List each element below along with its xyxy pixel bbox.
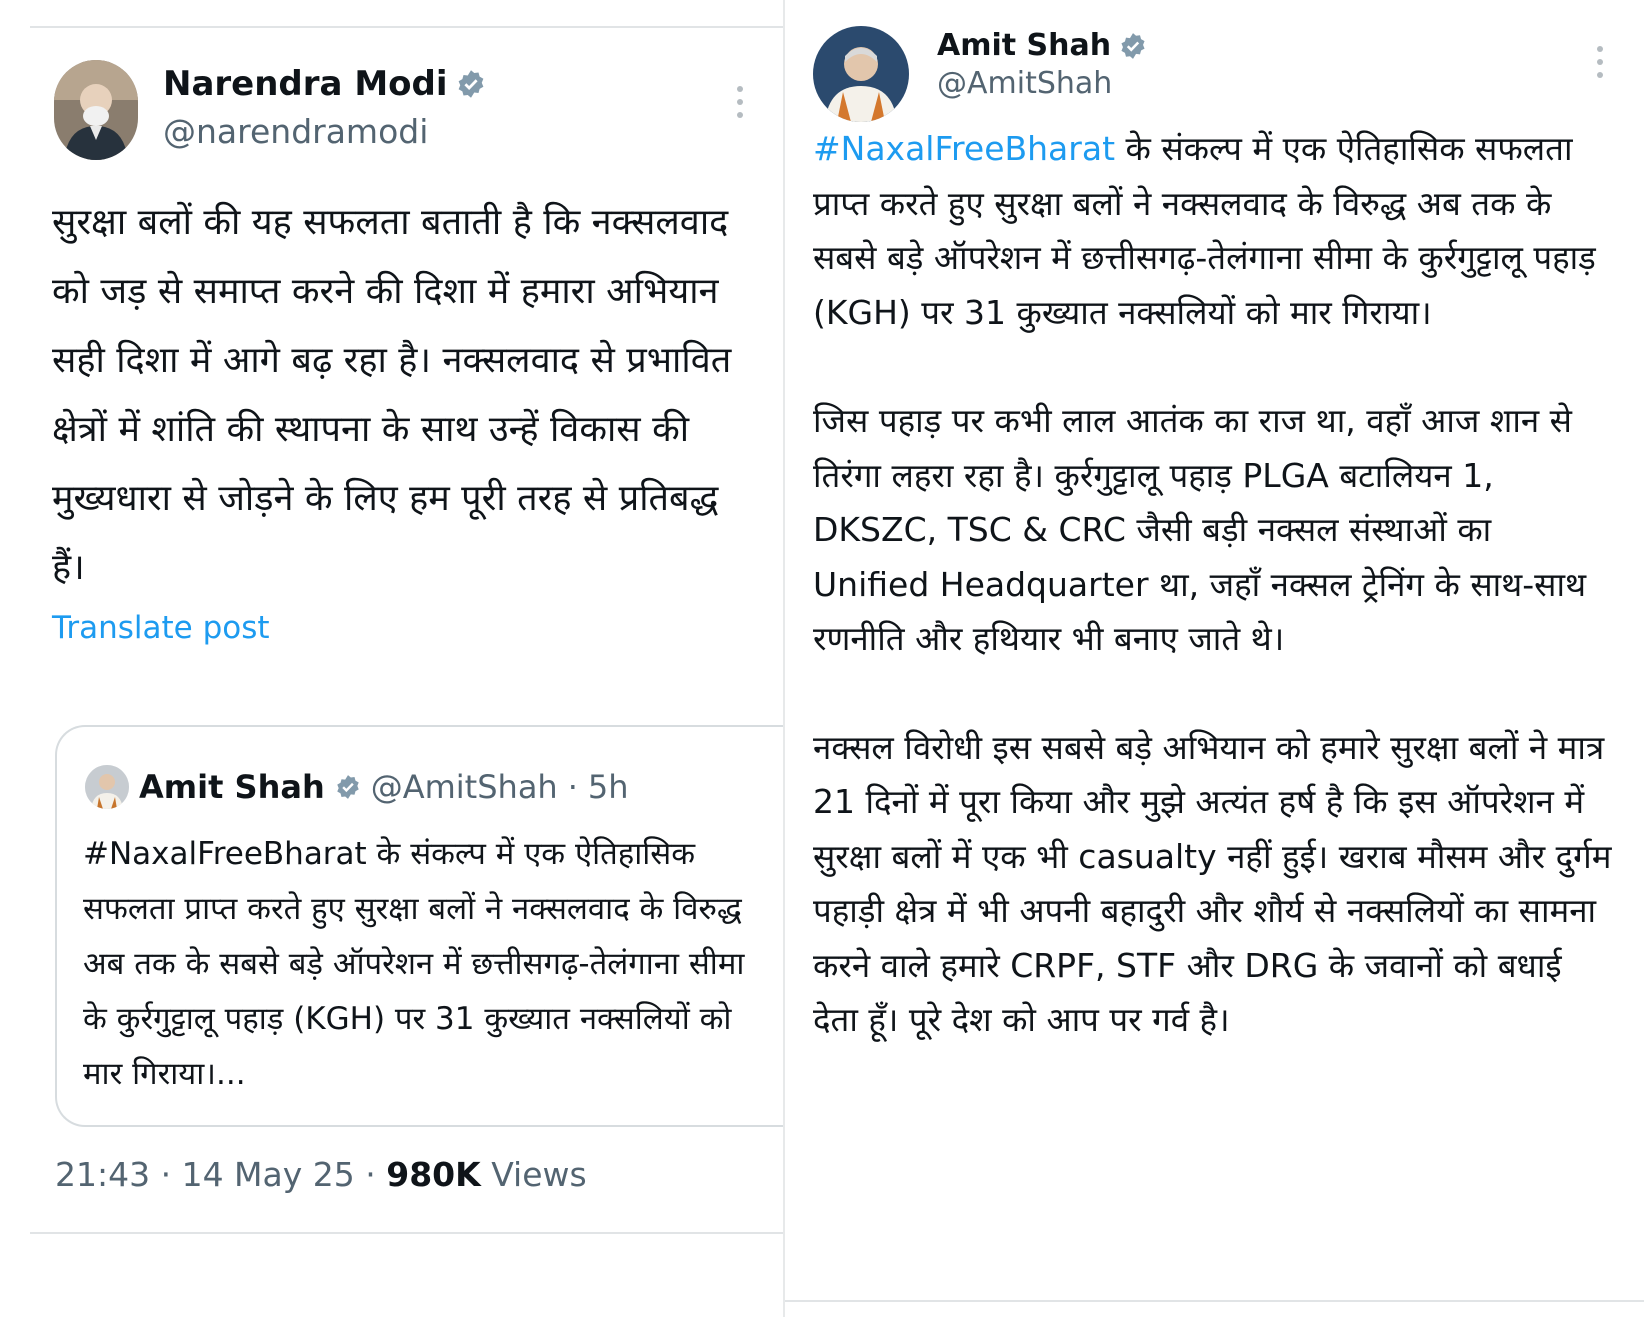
post-body — [813, 122, 1613, 1048]
bottom-divider — [785, 1300, 1644, 1302]
top-divider — [30, 26, 785, 28]
post-timestamp[interactable]: 21:43 · 14 May 25 · — [55, 1155, 387, 1194]
more-options-icon[interactable] — [1595, 46, 1605, 78]
post-text: सुरक्षा बलों की यह सफलता बताती है कि नक्सलवाद को जड़ से समाप्त करने की दिशा में हमारा अभियान सही दिशा में आगे बढ़ रहा है। नक्सलवाद से प्रभावित क्षेत्रों में शांति की स्थापना के साथ उन्हें विकास की मुख्यधारा से जोड़ने के लिए हम पूरी तरह से प्रतिबद्ध हैं। — [52, 202, 732, 588]
verified-badge-icon — [1119, 32, 1147, 60]
bottom-divider — [30, 1232, 785, 1234]
hashtag-link[interactable]: #NaxalFreeBharat — [813, 129, 1116, 168]
quoted-post-text: #NaxalFreeBharat के संकल्प में एक ऐतिहासिक सफलता प्राप्त करते हुए सुरक्षा बलों ने नक्सलवाद के विरुद्ध अब तक के सबसे बड़े ऑपरेशन में छत्तीसगढ़-तेलंगाना सीमा के कुर्रगुट्टालू पहाड़ (KGH) पर 31 कुख्यात नक्सलियों को मार गिराया।... — [83, 836, 745, 1092]
author-name-text[interactable]: Amit Shah — [937, 28, 1112, 63]
views-label: Views — [480, 1155, 587, 1194]
avatar-image — [54, 60, 138, 160]
author-name[interactable] — [937, 28, 1147, 63]
left-post-panel — [0, 0, 785, 1317]
more-options-icon[interactable] — [735, 86, 745, 118]
author-handle[interactable]: @AmitShah — [937, 66, 1113, 101]
post-meta — [55, 1155, 587, 1194]
quoted-avatar-image — [85, 765, 129, 809]
quoted-post-card[interactable] — [55, 725, 790, 1127]
paragraph-1 — [813, 122, 1613, 340]
quoted-time-ago[interactable]: 5h — [587, 768, 629, 806]
paragraph-2: जिस पहाड़ पर कभी लाल आतंक का राज था, वहाँ आज शान से तिरंगा लहरा रहा है। कुर्रगुट्टालू पहाड़ PLGA बटालियन 1, DKSZC, TSC & CRC जैसी बड़ी नक्सल संस्थाओं का Unified Headquarter था, जहाँ नक्सल ट्रेनिंग के साथ-साथ रणनीति और हथियार भी बनाए जाते थे। — [813, 401, 1587, 658]
translate-post-link[interactable]: Translate post — [52, 610, 270, 646]
avatar-image — [813, 26, 909, 122]
quoted-author-handle[interactable]: @AmitShah — [370, 768, 558, 806]
quoted-author-name[interactable]: Amit Shah — [139, 768, 325, 806]
verified-badge-icon — [456, 69, 486, 99]
author-name-text[interactable]: Narendra Modi — [163, 64, 448, 104]
quoted-verified-badge-icon — [335, 774, 361, 800]
quoted-post-header — [85, 765, 629, 809]
quoted-author-avatar[interactable] — [85, 765, 129, 809]
paragraph-1-text: के संकल्प में एक ऐतिहासिक सफलता प्राप्त करते हुए सुरक्षा बलों ने नक्सलवाद के विरुद्ध अब तक के सबसे बड़े ऑपरेशन में छत्तीसगढ़-तेलंगाना सीमा के कुर्रगुट्टालू पहाड़ (KGH) पर 31 कुख्यात नक्सलियों को मार गिराया। — [813, 129, 1596, 332]
quoted-separator: · — [567, 768, 578, 806]
right-post-panel — [785, 0, 1644, 1317]
views-count: 980K — [386, 1155, 481, 1194]
paragraph-3: नक्सल विरोधी इस सबसे बड़े अभियान को हमारे सुरक्षा बलों ने मात्र 21 दिनों में पूरा किया और मुझे अत्यंत हर्ष है कि इस ऑपरेशन में सुरक्षा बलों में एक भी casualty नहीं हुई। खराब मौसम और दुर्गम पहाड़ी क्षेत्र में भी अपनी बहादुरी और शौर्य से नक्सलियों का सामना करने वाले हमारे CRPF, STF और DRG के जवानों को बधाई देता हूँ। पूरे देश को आप पर गर्व है। — [813, 727, 1612, 1039]
author-avatar[interactable] — [813, 26, 909, 122]
author-avatar[interactable] — [54, 60, 138, 160]
author-name[interactable] — [163, 64, 486, 104]
author-handle[interactable]: @narendramodi — [163, 112, 429, 151]
